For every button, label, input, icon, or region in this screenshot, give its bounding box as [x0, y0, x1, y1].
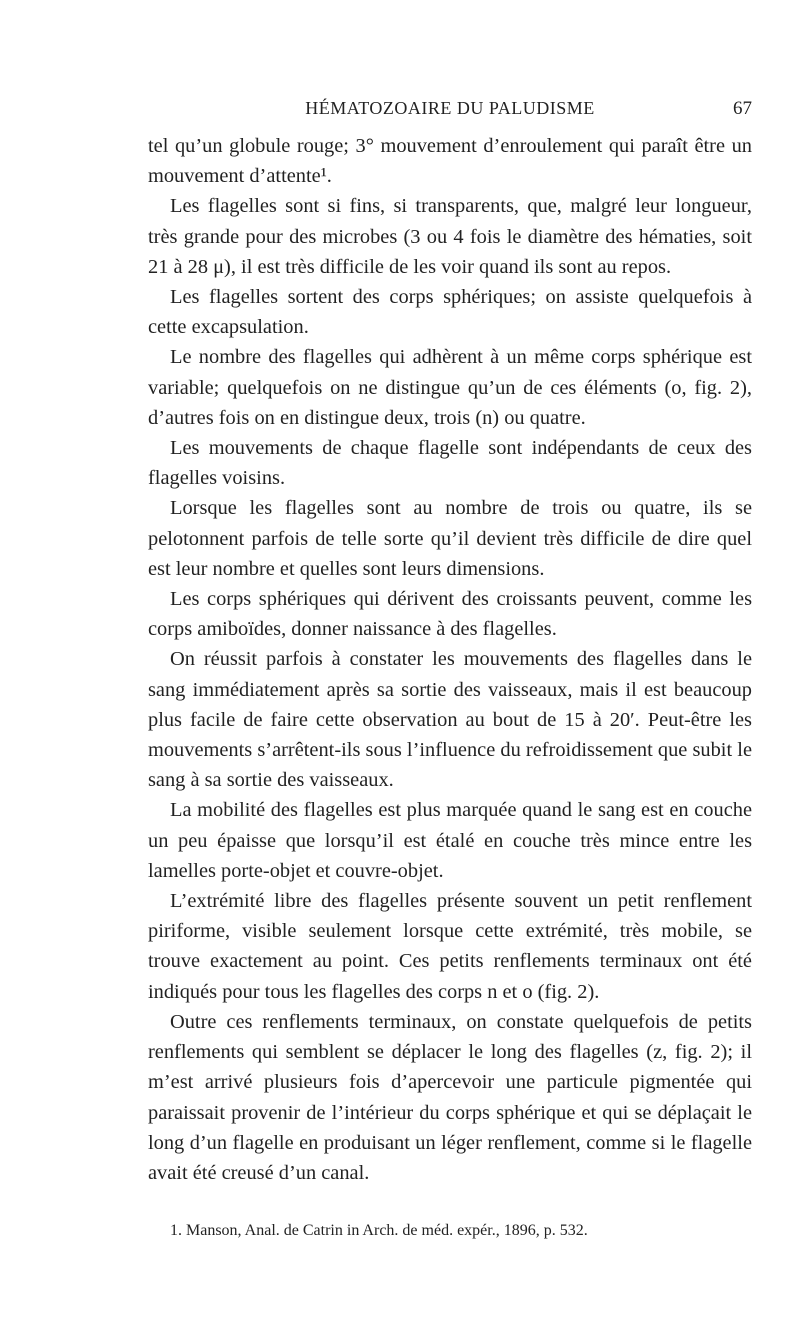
paragraph: Le nombre des flagelles qui adhèrent à un même corps sphérique est variable; quelquefois on ne distingue qu’un de ces éléments (o, fig. 2), d’autres fois on en distingue deux, trois (n) ou quatre. — [148, 346, 752, 429]
page-header — [148, 98, 752, 124]
paragraph: Outre ces renflements terminaux, on constate quelquefois de petits renflements qui semblent se déplacer le long des flagelles (z, fig. 2); il m’est arrivé plusieurs fois d’apercevoir une particule pigmentée qui paraissait provenir de l’intérieur du corps sphérique et qui se déplaçait le long d’un flagelle en produisant un léger renflement, comme si le flagelle avait été creusé d’un canal. — [148, 1010, 752, 1184]
running-title: HÉMATOZOAIRE DU PALUDISME — [305, 98, 595, 118]
paragraph: Les corps sphériques qui dérivent des croissants peuvent, comme les corps amiboïdes, donner naissance à des flagelles. — [148, 588, 752, 641]
footnote: 1. Manson, Anal. de Catrin in Arch. de méd. expér., 1896, p. 532. — [170, 1222, 588, 1239]
paragraph: Les mouvements de chaque flagelle sont indépendants de ceux des flagelles voisins. — [148, 437, 752, 490]
paragraph: Lorsque les flagelles sont au nombre de trois ou quatre, ils se pelotonnent parfois de telle sorte qu’il devient très difficile de dire quel est leur nombre et quelles sont leurs dimensions. — [148, 497, 752, 580]
paragraph: La mobilité des flagelles est plus marquée quand le sang est en couche un peu épaisse que lorsqu’il est étalé en couche très mince entre les lamelles porte-objet et couvre-objet. — [148, 799, 752, 882]
body-text — [148, 131, 752, 1188]
paragraph: Les flagelles sont si fins, si transparents, que, malgré leur longueur, très grande pour des microbes (3 ou 4 fois le diamètre des hématies, soit 21 à 28 μ), il est très difficile de les voir quand ils sont au repos. — [148, 195, 752, 278]
paragraph: L’extrémité libre des flagelles présente souvent un petit renflement piriforme, visible seulement lorsque cette extrémité, très mobile, se trouve exactement au point. Ces petits renflements terminaux ont été indiqués pour tous les flagelles des corps n et o (fig. 2). — [148, 890, 752, 1003]
paragraph: Les flagelles sortent des corps sphériques; on assiste quelquefois à cette excapsulation. — [148, 286, 752, 339]
page-number: 67 — [733, 98, 752, 119]
paragraph: On réussit parfois à constater les mouvements des flagelles dans le sang immédiatement après sa sortie des vaisseaux, mais il est beaucoup plus facile de faire cette observation au bout de 15 à 20′. Peut-être les mouvements s’arrêtent-ils sous l’influence du refroidissement que subit le sang à sa sortie des vaisseaux. — [148, 648, 752, 792]
paragraph: tel qu’un globule rouge; 3° mouvement d’enroulement qui paraît être un mouvement d’attente¹. — [148, 135, 752, 188]
